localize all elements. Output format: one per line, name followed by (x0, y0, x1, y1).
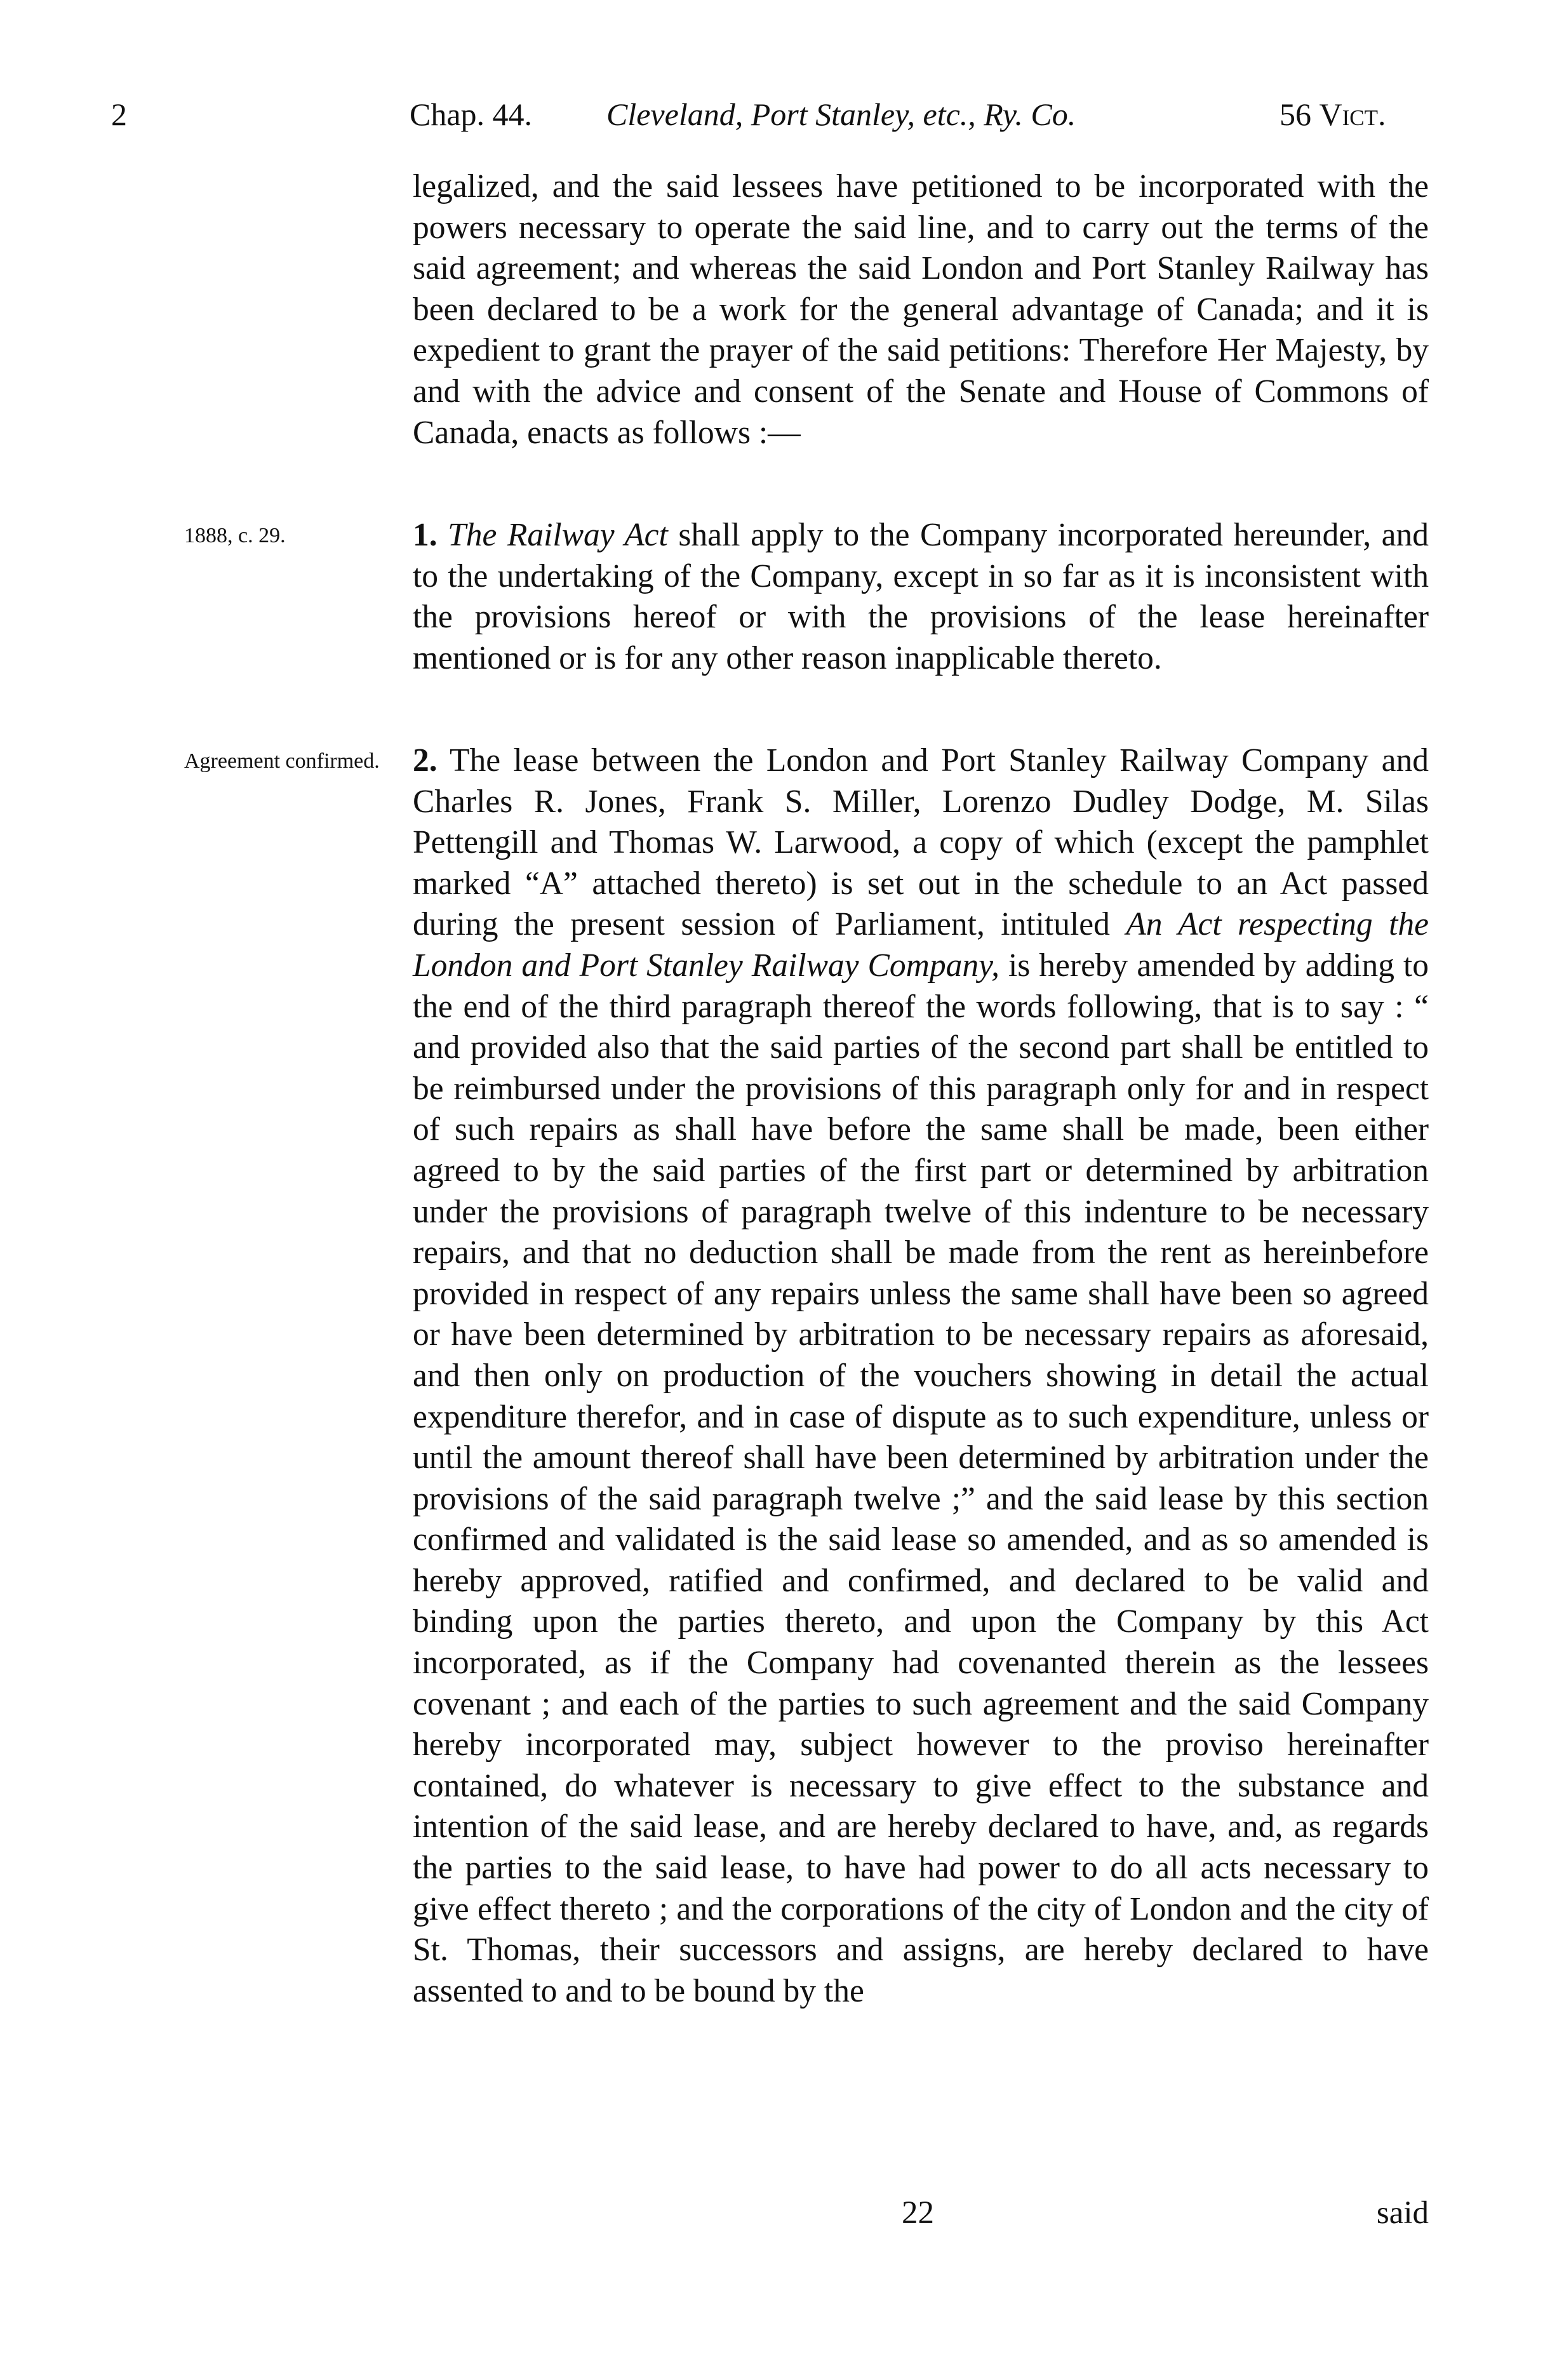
section-text-part-1: The lease between the London and Port Stanley Railway Company and Charles R. Jones, Frank S. Miller, Lorenzo Dudley Dodge, M. Silas Pettengill and Thomas W. Larwood, a copy of which (except the pamphlet marked “A” attached thereto) is set out in the schedule to an Act passed during the present session of Parliament, intituled (413, 742, 1429, 943)
page-footer (413, 2191, 1429, 2235)
preamble-paragraph (413, 166, 1429, 453)
section-1 (413, 515, 1429, 679)
preamble-text: legalized, and the said lessees have petitioned to be incorporated with the powers necessary to operate the said line, and to carry out the terms of the said agreement; and whereas the said London and Port Stanley Railway has been declared to be a work for the general advantage of Canada; and it is expedient to grant the prayer of the said petitions: Therefore Her Majesty, by and with the advice and consent of the Senate and House of Commons of Canada, enacts as follows :— (413, 168, 1429, 451)
act-short-title: Cleveland, Port Stanley, etc., Ry. Co. (606, 97, 1076, 132)
section-number: 2. (413, 742, 438, 779)
catchword: said (1376, 2195, 1429, 2231)
running-head (0, 89, 1557, 140)
section-text: shall apply to the Company incorporated hereunder, and to the undertaking of the Company, except in so far as it is inconsistent with the provisions hereof or with the provisions of the lease hereinafter mentioned or is for any other reason inapplicable thereto. (413, 517, 1429, 676)
margin-note-section-2: Agreement confirmed. (184, 749, 380, 773)
act-citation: The Railway Act (448, 517, 668, 553)
chapter-label: Chap. 44. (410, 97, 533, 132)
page-number: 2 (111, 97, 127, 132)
signature-mark: 22 (902, 2195, 934, 2231)
margin-note-section-1: 1888, c. 29. (184, 524, 286, 547)
section-2 (413, 740, 1429, 2012)
regnal-year-sovereign: Vict. (1319, 97, 1386, 132)
regnal-year (1280, 89, 1386, 140)
section-text-part-2: is hereby amended by adding to the end of the third paragraph thereof the words following, that is to say : “ and provided also that the said parties of the second part shall be entitled to be reimbursed under the provisions of this paragraph only for and in respect of such repairs as shall have before the same shall be made, been either agreed to by the said parties of the first part or determined by arbitration under the provisions of paragraph twelve of this indenture to be necessary repairs, and that no deduction shall be made from the rent as hereinbefore provided in respect of any repairs unless the same shall have been so agreed or have been determined by arbitration to be necessary repairs as aforesaid, and then only on production of the vouchers showing in detail the actual expenditure therefor, and in case of dispute as to such expenditure, unless or until the amount thereof shall have been determined by arbitration under the provisions of the said paragraph twelve ;” and the said lease by this section confirmed and validated is the said lease so amended, and as so amended is hereby approved, ratified and confirmed, and declared to be valid and binding upon the parties thereto, and upon the Company by this Act incorporated, as if the Company had covenanted therein as the lessees covenant ; and each of the parties to such agreement and the said Company hereby incorporated may, subject however to the proviso hereinafter contained, do whatever is necessary to give effect to the substance and intention of the said lease, and are hereby declared to have, and, as regards the parties to the said lease, to have had power to do all acts necessary to give effect thereto ; and the corporations of the city of London and the city of St. Thomas, their successors and assigns, are hereby declared to have assented to and to be bound by the (413, 947, 1429, 2009)
section-number: 1. (413, 517, 438, 553)
regnal-year-number: 56 (1280, 97, 1311, 132)
act-title-citation: An Act respecting the London and Port Stanley Railway Company, (413, 906, 1429, 984)
